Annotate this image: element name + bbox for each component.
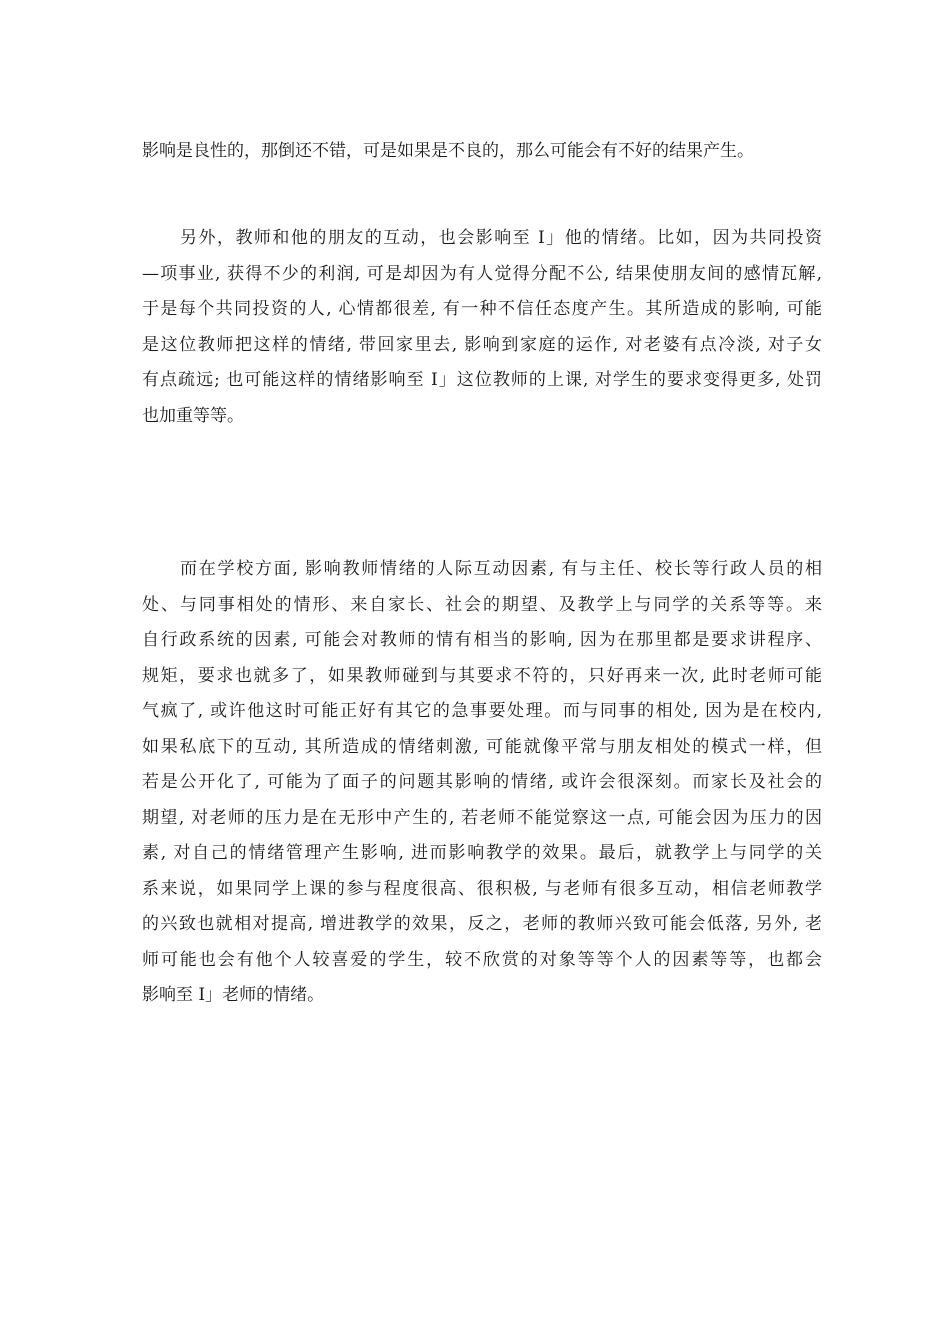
text-line: 师可能也会有他个人较喜爱的学生，较不欣赏的对象等等个人的因素等等，也都会 (142, 949, 822, 970)
text-line: 系来说，如果同学上课的参与程度很高、很积极, 与老师有很多互动，相信老师教学 (142, 878, 822, 899)
paragraph-continuation (142, 134, 822, 170)
text-line: 处、与同事相处的情形、来自家长、社会的期望、及教学上与同学的关系等等。来 (142, 594, 822, 615)
text-line: 另外，教师和他的朋友的互动，也会影响至 I」他的情绪。比如，因为共同投资 (180, 228, 822, 248)
text-line: 期望, 对老师的压力是在无形中产生的, 若老师不能觉察这一点, 可能会因为压力的因 (142, 807, 822, 828)
text-line: 如果私底下的互动, 其所造成的情绪刺激, 可能就像平常与朋友相处的模式一样，但 (142, 736, 822, 757)
text-line: 规矩，要求也就多了，如果教师碰到与其要求不符的，只好再来一次, 此时老师可能 (142, 665, 822, 686)
text-line: 也加重等等。 (142, 405, 244, 426)
text-line: 而在学校方面, 影响教师情绪的人际互动因素, 有与主任、校长等行政人员的相 (180, 559, 822, 579)
text-line: 有点疏远; 也可能这样的情绪影响至 I」这位教师的上课, 对学生的要求变得更多, 处罚 (142, 370, 822, 390)
paragraph-friends-interaction (142, 221, 822, 434)
paragraph-school-interaction (142, 552, 822, 1014)
text-line: 影响是良性的，那倒还不错，可是如果是不良的，那么可能会有不好的结果产生。 (142, 141, 754, 161)
text-line: 自行政系统的因素, 可能会对教师的情有相当的影响, 因为在那里都是要求讲程序、 (142, 630, 822, 650)
text-line: —项事业, 获得不少的利润, 可是却因为有人觉得分配不公, 结果使朋友间的感情瓦解, (142, 263, 822, 284)
text-line: 是这位教师把这样的情绪, 带回家里去, 影响到家庭的运作, 对老婆有点冷淡, 对子女 (142, 334, 822, 355)
text-line: 的兴致也就相对提高, 增进教学的效果，反之，老师的教师兴致可能会低落, 另外, 老 (142, 914, 822, 934)
text-line: 若是公开化了, 可能为了面子的问题其影响的情绪, 或许会很深刻。而家长及社会的 (142, 772, 822, 792)
text-line: 气疯了, 或许他这时可能正好有其它的急事要处理。而与同事的相处, 因为是在校内, (142, 701, 822, 721)
text-line: 于是每个共同投资的人, 心情都很差, 有一种不信任态度产生。其所造成的影响, 可能 (142, 299, 822, 319)
text-line: 素, 对自己的情绪管理产生影响, 进而影响教学的效果。最后，就教学上与同学的关 (142, 843, 822, 863)
text-line: 影响至 I」老师的情绪。 (142, 985, 325, 1005)
